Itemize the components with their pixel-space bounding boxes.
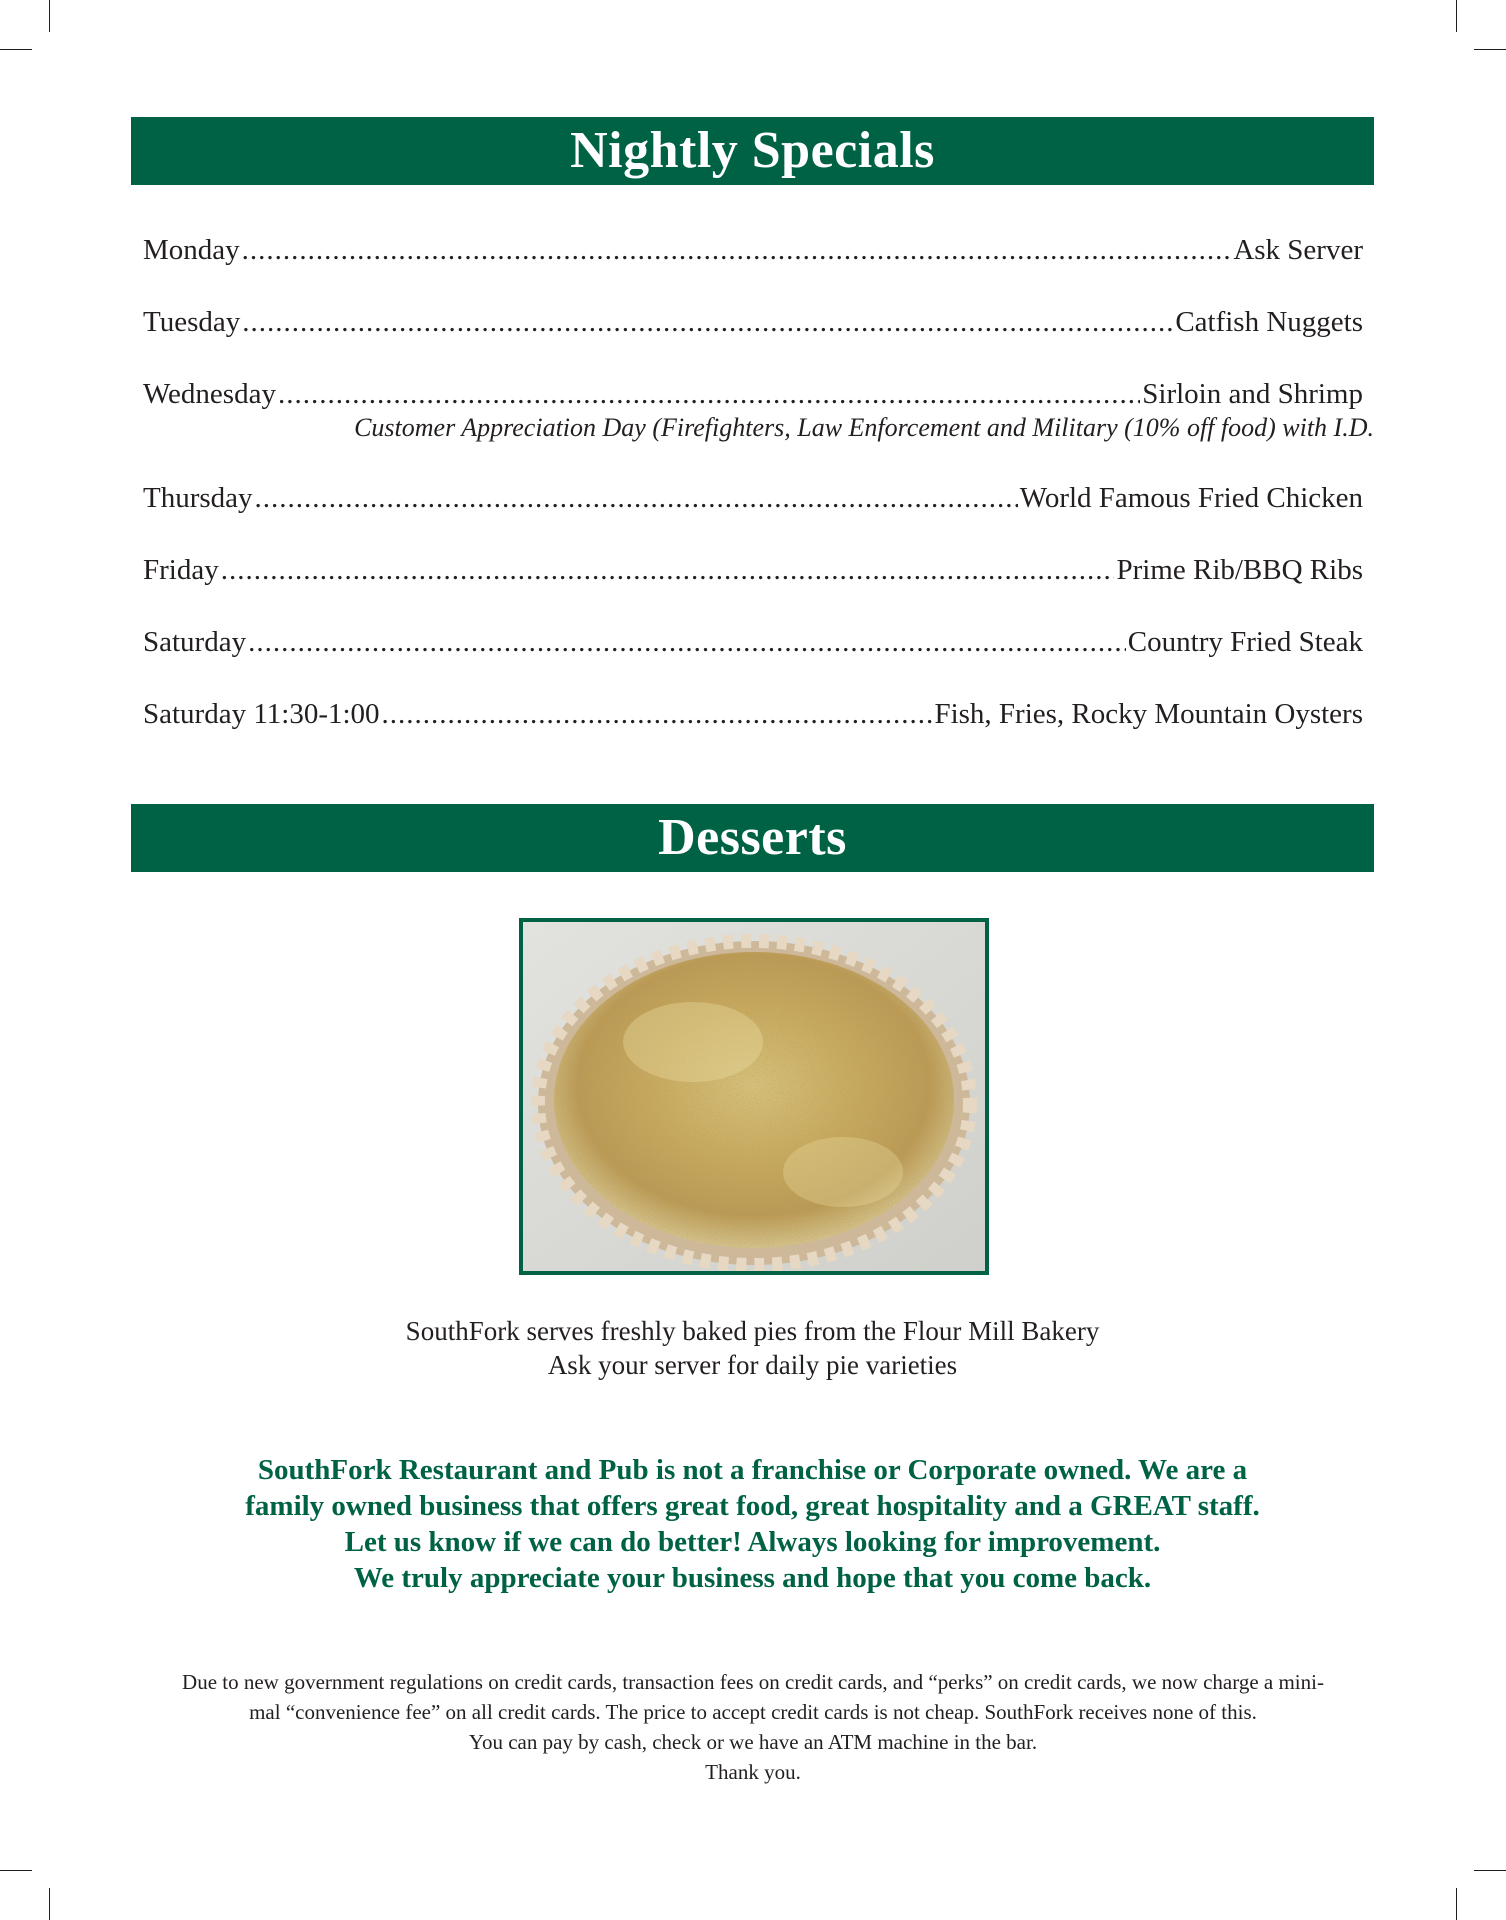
dot-leader xyxy=(242,304,1173,340)
crop-mark xyxy=(49,0,50,32)
special-dish: Ask Server xyxy=(1233,234,1363,266)
crop-mark xyxy=(0,49,32,50)
pie-photo xyxy=(519,918,989,1275)
family-note-line-1: SouthFork Restaurant and Pub is not a franchise or Corporate owned. We are a xyxy=(257,1454,1248,1486)
dot-leader xyxy=(278,376,1140,412)
dot-leader xyxy=(248,624,1126,660)
special-day: Wednesday xyxy=(143,378,276,410)
wednesday-note: Customer Appreciation Day (Firefighters, Law Enforcement and Military (10% off food) with I.D. xyxy=(354,413,1374,442)
crop-mark xyxy=(1456,1888,1457,1920)
desserts-title: Desserts xyxy=(658,809,847,866)
special-row-monday xyxy=(143,232,1363,268)
dot-leader xyxy=(221,552,1115,588)
dot-leader xyxy=(382,696,933,732)
family-note-line-4: We truly appreciate your business and hope that you come back. xyxy=(353,1562,1152,1594)
family-owned-note xyxy=(131,1452,1374,1596)
desserts-banner xyxy=(131,804,1374,872)
dessert-line-2: Ask your server for daily pie varieties xyxy=(547,1350,958,1380)
special-row-tuesday xyxy=(143,304,1363,340)
special-dish: Prime Rib/BBQ Ribs xyxy=(1116,554,1363,586)
crop-mark xyxy=(49,1888,50,1920)
crop-mark xyxy=(1474,49,1506,50)
crop-mark xyxy=(0,1870,32,1871)
special-row-thursday xyxy=(143,480,1363,516)
special-dish: World Famous Fried Chicken xyxy=(1019,482,1363,514)
special-dish: Fish, Fries, Rocky Mountain Oysters xyxy=(934,698,1363,730)
dessert-description xyxy=(131,1314,1374,1382)
special-day: Saturday 11:30-1:00 xyxy=(143,698,380,730)
special-day: Friday xyxy=(143,554,219,586)
special-day: Tuesday xyxy=(143,306,241,338)
fine-print-line-1: Due to new government regulations on credit cards, transaction fees on credit cards, and “perks” on credit cards, we now charge a mini- xyxy=(182,1670,1324,1694)
special-row-saturday xyxy=(143,624,1363,660)
special-row-saturday-lunch xyxy=(143,696,1363,732)
crop-mark xyxy=(1456,0,1457,32)
credit-card-notice xyxy=(120,1667,1386,1787)
special-day: Saturday xyxy=(143,626,247,658)
fine-print-line-4: Thank you. xyxy=(705,1760,801,1784)
pie-image xyxy=(523,922,985,1271)
family-note-line-2: family owned business that offers great food, great hospitality and a GREAT staff. xyxy=(245,1490,1260,1522)
fine-print-line-2: mal “convenience fee” on all credit cards. The price to accept credit cards is not cheap. SouthFork receives none of this. xyxy=(249,1700,1257,1724)
fine-print-line-3: You can pay by cash, check or we have an ATM machine in the bar. xyxy=(468,1730,1038,1754)
special-day: Monday xyxy=(143,234,240,266)
dot-leader xyxy=(242,232,1232,268)
special-dish: Country Fried Steak xyxy=(1127,626,1363,658)
crop-mark xyxy=(1474,1870,1506,1871)
special-dish: Catfish Nuggets xyxy=(1175,306,1363,338)
specials-list xyxy=(143,232,1374,732)
family-note-line-3: Let us know if we can do better! Always looking for improvement. xyxy=(344,1526,1161,1558)
dot-leader xyxy=(255,480,1018,516)
nightly-specials-banner xyxy=(131,117,1374,185)
special-row-friday xyxy=(143,552,1363,588)
dessert-line-1: SouthFork serves freshly baked pies from the Flour Mill Bakery xyxy=(405,1316,1100,1346)
nightly-specials-title: Nightly Specials xyxy=(570,122,935,179)
special-day: Thursday xyxy=(143,482,253,514)
special-row-wednesday xyxy=(143,376,1363,412)
special-dish: Sirloin and Shrimp xyxy=(1142,378,1363,410)
